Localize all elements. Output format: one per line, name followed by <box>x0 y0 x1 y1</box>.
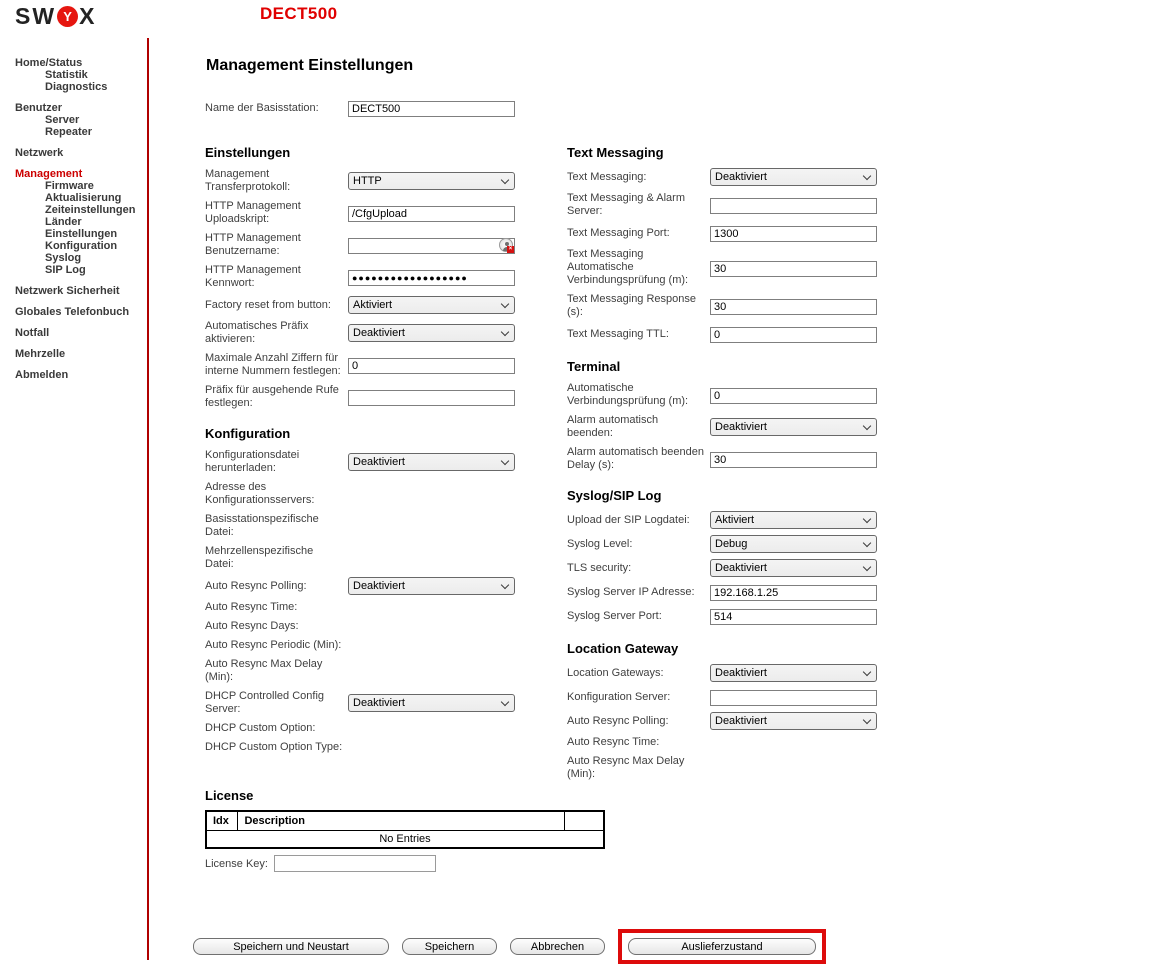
sidebar-item-abmelden[interactable]: Abmelden <box>15 369 69 381</box>
credentials-icon: × <box>499 238 513 252</box>
syslog-server-ip-input[interactable] <box>710 585 877 601</box>
http-management-uploadskript-input[interactable] <box>348 206 515 222</box>
sidebar-item-syslog[interactable]: Syslog <box>45 252 82 264</box>
factory-reset-from-button-label: Factory reset from button: <box>205 298 331 311</box>
auto-resync-polling-row <box>205 577 527 595</box>
syslog-level-row <box>567 535 889 553</box>
konfiguration-heading: Konfiguration <box>205 426 291 441</box>
location-auto-resync-time-row <box>567 736 889 749</box>
tls-security-selected-value: Deaktiviert <box>715 562 767 574</box>
license-col-description: Description <box>238 811 564 831</box>
http-management-uploadskript-label: HTTP Management Uploadskript: <box>205 200 301 225</box>
konfigurationsdatei-herunterladen-row <box>205 449 527 475</box>
text-messaging-label: Text Messaging: <box>567 170 647 183</box>
praefix-ausgehende-rufe-input[interactable] <box>348 390 515 406</box>
mehrzellenspezifische-datei-label: Mehrzellenspezifische Datei: <box>205 545 314 570</box>
dhcp-custom-option-type-label: DHCP Custom Option Type: <box>205 741 343 753</box>
auto-resync-time-row <box>205 601 527 614</box>
praefix-ausgehende-rufe-label: Präfix für ausgehende Rufe festlegen: <box>205 384 339 409</box>
text-messaging-response-label: Text Messaging Response (s): <box>567 293 697 318</box>
base-station-name-control <box>348 99 516 117</box>
http-management-kennwort-label: HTTP Management Kennwort: <box>205 264 301 289</box>
text-messaging-alarm-server-row <box>567 192 889 218</box>
location-gateway-section <box>567 641 889 781</box>
auto-resync-max-delay-row <box>205 658 527 684</box>
text-messaging-alarm-server-input[interactable] <box>710 198 877 214</box>
auto-resync-periodic-label: Auto Resync Periodic (Min): <box>205 639 342 651</box>
text-messaging-alarm-server-control <box>710 196 878 214</box>
basisstationspezifische-datei-label: Basisstationspezifische Datei: <box>205 513 319 538</box>
sidebar-item-firmware[interactable]: Firmware <box>45 180 94 192</box>
syslog-server-port-row <box>567 607 889 625</box>
praefix-ausgehende-rufe-row <box>205 384 527 410</box>
sidebar-item-lander[interactable]: Länder <box>45 216 82 228</box>
auto-resync-time-label: Auto Resync Time: <box>205 601 298 613</box>
konfiguration-section <box>205 426 527 754</box>
sidebar-item-mehrzelle[interactable]: Mehrzelle <box>15 348 66 360</box>
praefix-ausgehende-rufe-control <box>348 388 516 406</box>
http-management-benutzername-row <box>205 232 527 258</box>
base-station-name-input[interactable] <box>348 101 515 117</box>
location-konfiguration-server-input[interactable] <box>710 690 877 706</box>
license-table <box>205 810 605 849</box>
syslog-server-port-control <box>710 607 878 625</box>
syslog-level-label: Syslog Level: <box>567 537 633 550</box>
automatisches-praefix-aktivieren-label: Automatisches Präfix aktivieren: <box>205 320 309 345</box>
automatisches-praefix-aktivieren-row <box>205 320 527 346</box>
konfigurationsdatei-herunterladen-label: Konfigurationsdatei herunterladen: <box>205 449 300 474</box>
automatisches-praefix-aktivieren-selected-value: Deaktiviert <box>353 327 405 339</box>
dhcp-custom-option-label: DHCP Custom Option: <box>205 722 316 734</box>
management-transferprotokoll-select[interactable] <box>348 172 515 190</box>
text-messaging-verbindungspruefung-control <box>710 259 878 277</box>
location-auto-resync-polling-selected-value: Deaktiviert <box>715 715 767 727</box>
terminal-verbindungspruefung-input[interactable] <box>710 388 877 404</box>
chevron-down-icon <box>501 175 509 183</box>
text-messaging-ttl-label: Text Messaging TTL: <box>567 327 669 340</box>
annotation-highlight <box>618 929 826 964</box>
settings-column-right <box>567 145 889 797</box>
text-messaging-alarm-server-label: Text Messaging & Alarm Server: <box>567 192 685 217</box>
text-messaging-section <box>567 145 889 343</box>
automatisches-praefix-aktivieren-control <box>348 324 516 342</box>
management-transferprotokoll-row <box>205 168 527 194</box>
license-key-input[interactable] <box>274 855 436 872</box>
syslog-level-select[interactable] <box>710 535 877 553</box>
sidebar-item-einstellungen[interactable]: Einstellungen <box>45 228 118 240</box>
auto-resync-max-delay-label: Auto Resync Max Delay (Min): <box>205 658 323 683</box>
text-messaging-heading: Text Messaging <box>567 145 664 160</box>
dhcp-custom-option-type-row <box>205 741 527 754</box>
chevron-down-icon <box>501 299 509 307</box>
auto-resync-periodic-row <box>205 639 527 652</box>
http-management-benutzername-input[interactable] <box>348 238 515 254</box>
chevron-down-icon <box>501 580 509 588</box>
auto-resync-polling-control <box>348 577 516 595</box>
dhcp-custom-option-row <box>205 722 527 735</box>
text-messaging-verbindungspruefung-label: Text Messaging Automatische Verbindungsprüfung (m): <box>567 248 689 286</box>
management-transferprotokoll-label: Management Transferprotokoll: <box>205 168 291 193</box>
alarm-automatisch-beenden-delay-input[interactable] <box>710 452 877 468</box>
license-heading: License <box>205 788 254 803</box>
settings-column-left <box>205 145 527 770</box>
base-station-name-label: Name der Basisstation: <box>205 101 319 114</box>
tls-security-control <box>710 559 878 577</box>
license-key-row <box>205 855 615 872</box>
chevron-down-icon <box>501 697 509 705</box>
terminal-heading: Terminal <box>567 359 621 374</box>
maximale-anzahl-ziffern-control <box>348 356 516 374</box>
tls-security-select[interactable] <box>710 559 877 577</box>
sidebar-item-globales-telefonbuch[interactable]: Globales Telefonbuch <box>15 306 130 318</box>
chevron-down-icon <box>863 171 871 179</box>
button-save[interactable]: Speichern <box>402 938 497 955</box>
license-col-idx: Idx <box>206 811 238 831</box>
text-messaging-port-input[interactable] <box>710 226 877 242</box>
button-save-restart[interactable]: Speichern und Neustart <box>193 938 389 955</box>
auto-resync-polling-label: Auto Resync Polling: <box>205 579 307 592</box>
factory-reset-from-button-control <box>348 296 516 314</box>
sidebar-item-netzwerk[interactable]: Netzwerk <box>15 147 64 159</box>
license-col-empty <box>564 811 604 831</box>
device-title: DECT500 <box>260 4 338 23</box>
license-key-label: License Key: <box>205 857 268 870</box>
buttons-row <box>193 929 826 964</box>
dhcp-controlled-config-server-label: DHCP Controlled Config Server: <box>205 690 325 715</box>
location-auto-resync-polling-row <box>567 712 889 730</box>
sidebar-item-konfiguration[interactable]: Konfiguration <box>45 240 118 252</box>
license-section <box>205 788 615 872</box>
page-title: Management Einstellungen <box>206 57 414 74</box>
text-messaging-control <box>710 168 878 186</box>
sidebar-divider <box>147 38 149 960</box>
syslog-sip-log-section <box>567 488 889 625</box>
location-gateways-row <box>567 664 889 682</box>
location-auto-resync-max-delay-label: Auto Resync Max Delay (Min): <box>567 755 685 780</box>
alarm-automatisch-beenden-selected-value: Deaktiviert <box>715 421 767 433</box>
sidebar-item-zeiteinstellungen[interactable]: Zeiteinstellungen <box>45 204 136 216</box>
text-messaging-port-label: Text Messaging Port: <box>567 226 670 239</box>
text-messaging-response-control <box>710 297 878 315</box>
tls-security-row <box>567 559 889 577</box>
sidebar-item-diagnostics[interactable]: Diagnostics <box>45 81 108 93</box>
auto-resync-polling-select[interactable] <box>348 577 515 595</box>
konfigurationsdatei-herunterladen-selected-value: Deaktiviert <box>353 456 405 468</box>
http-management-benutzername-label: HTTP Management Benutzername: <box>205 232 301 257</box>
management-transferprotokoll-control <box>348 172 516 190</box>
einstellungen-heading: Einstellungen <box>205 145 291 160</box>
logo-letters-right: X <box>79 3 97 29</box>
sidebar-item-home-status[interactable]: Home/Status <box>15 57 83 69</box>
location-auto-resync-polling-label: Auto Resync Polling: <box>567 714 669 727</box>
alarm-automatisch-beenden-delay-row <box>567 446 889 472</box>
sidebar-item-aktualisierung[interactable]: Aktualisierung <box>45 192 122 204</box>
http-management-kennwort-control <box>348 268 516 286</box>
tls-security-label: TLS security: <box>567 561 632 574</box>
alarm-automatisch-beenden-row <box>567 414 889 440</box>
dhcp-controlled-config-server-selected-value: Deaktiviert <box>353 697 405 709</box>
dhcp-controlled-config-server-select[interactable] <box>348 694 515 712</box>
sidebar-item-netzwerk-sicherheit[interactable]: Netzwerk Sicherheit <box>15 285 120 297</box>
auto-resync-polling-selected-value: Deaktiviert <box>353 580 405 592</box>
auto-resync-days-label: Auto Resync Days: <box>205 620 299 632</box>
factory-reset-from-button-select[interactable] <box>348 296 515 314</box>
upload-sip-logdatei-select[interactable] <box>710 511 877 529</box>
sidebar-nav <box>0 57 147 381</box>
location-gateways-select[interactable] <box>710 664 877 682</box>
http-management-kennwort-row <box>205 264 527 290</box>
syslog-server-port-input[interactable] <box>710 609 877 625</box>
dhcp-controlled-config-server-control <box>348 694 516 712</box>
alarm-automatisch-beenden-label: Alarm automatisch beenden: <box>567 414 659 439</box>
location-gateways-label: Location Gateways: <box>567 666 664 679</box>
alarm-automatisch-beenden-delay-control <box>710 450 878 468</box>
text-messaging-select[interactable] <box>710 168 877 186</box>
syslog-level-selected-value: Debug <box>715 538 748 550</box>
http-management-uploadskript-row <box>205 200 527 226</box>
maximale-anzahl-ziffern-label: Maximale Anzahl Ziffern für interne Nummern festlegen: <box>205 352 341 377</box>
mehrzellenspezifische-datei-row <box>205 545 527 571</box>
text-messaging-ttl-input[interactable] <box>710 327 877 343</box>
logo-circle-icon: Y <box>57 6 78 27</box>
syslog-level-control <box>710 535 878 553</box>
upload-sip-logdatei-selected-value: Aktiviert <box>715 514 755 526</box>
sidebar-item-notfall[interactable]: Notfall <box>15 327 50 339</box>
http-management-uploadskript-control <box>348 204 516 222</box>
basisstationspezifische-datei-row <box>205 513 527 539</box>
location-auto-resync-polling-control <box>710 712 878 730</box>
base-station-name-row <box>205 99 525 117</box>
chevron-down-icon <box>863 514 871 522</box>
location-konfiguration-server-control <box>710 688 878 706</box>
factory-reset-from-button-row <box>205 296 527 314</box>
chevron-down-icon <box>501 327 509 335</box>
chevron-down-icon <box>863 562 871 570</box>
factory-reset-from-button-selected-value: Aktiviert <box>353 299 393 311</box>
sidebar-item-sip-log[interactable]: SIP Log <box>45 264 86 276</box>
syslog-server-ip-control <box>710 583 878 601</box>
alarm-automatisch-beenden-delay-label: Alarm automatisch beenden Delay (s): <box>567 446 704 471</box>
http-management-benutzername-control <box>348 236 516 254</box>
chevron-down-icon <box>863 667 871 675</box>
text-messaging-verbindungspruefung-row <box>567 248 889 287</box>
chevron-down-icon <box>863 538 871 546</box>
maximale-anzahl-ziffern-row <box>205 352 527 378</box>
konfigurationsdatei-herunterladen-control <box>348 453 516 471</box>
sidebar-item-management[interactable]: Management <box>15 168 83 180</box>
maximale-anzahl-ziffern-input[interactable] <box>348 358 515 374</box>
location-konfiguration-server-label: Konfiguration Server: <box>567 690 671 703</box>
sidebar-item-statistik[interactable]: Statistik <box>45 69 88 81</box>
logo-letters-left: SW <box>15 3 57 29</box>
management-transferprotokoll-selected-value: HTTP <box>353 175 382 187</box>
location-konfiguration-server-row <box>567 688 889 706</box>
license-empty-row: No Entries <box>206 831 604 849</box>
text-messaging-port-control <box>710 224 878 242</box>
syslog-server-ip-label: Syslog Server IP Adresse: <box>567 585 695 598</box>
location-auto-resync-polling-select[interactable] <box>710 712 877 730</box>
upload-sip-logdatei-label: Upload der SIP Logdatei: <box>567 513 690 526</box>
text-messaging-ttl-control <box>710 325 878 343</box>
text-messaging-row <box>567 168 889 186</box>
auto-resync-days-row <box>205 620 527 633</box>
chevron-down-icon <box>863 421 871 429</box>
terminal-section <box>567 359 889 472</box>
brand-logo <box>15 5 96 27</box>
syslog-server-port-label: Syslog Server Port: <box>567 609 662 622</box>
button-factory-reset[interactable]: Auslieferzustand <box>628 938 816 955</box>
syslog-sip-log-heading: Syslog/SIP Log <box>567 488 662 503</box>
text-messaging-ttl-row <box>567 325 889 343</box>
button-cancel[interactable]: Abbrechen <box>510 938 605 955</box>
text-messaging-port-row <box>567 224 889 242</box>
chevron-down-icon <box>863 715 871 723</box>
text-messaging-selected-value: Deaktiviert <box>715 171 767 183</box>
location-auto-resync-max-delay-row <box>567 755 889 781</box>
dhcp-controlled-config-server-row <box>205 690 527 716</box>
http-management-kennwort-input[interactable] <box>348 270 515 286</box>
upload-sip-logdatei-row <box>567 511 889 529</box>
location-gateways-selected-value: Deaktiviert <box>715 667 767 679</box>
alarm-automatisch-beenden-control <box>710 418 878 436</box>
chevron-down-icon <box>501 456 509 464</box>
sidebar-item-repeater[interactable]: Repeater <box>45 126 93 138</box>
adresse-konfigurationsserver-label: Adresse des Konfigurationsservers: <box>205 481 315 506</box>
location-gateways-control <box>710 664 878 682</box>
text-messaging-verbindungspruefung-input[interactable] <box>710 261 877 277</box>
text-messaging-response-row <box>567 293 889 319</box>
upload-sip-logdatei-control <box>710 511 878 529</box>
text-messaging-response-input[interactable] <box>710 299 877 315</box>
base-station-name-row <box>205 99 525 123</box>
location-gateway-heading: Location Gateway <box>567 641 679 656</box>
alarm-automatisch-beenden-select[interactable] <box>710 418 877 436</box>
automatisches-praefix-aktivieren-select[interactable] <box>348 324 515 342</box>
sidebar-item-server[interactable]: Server <box>45 114 80 126</box>
terminal-verbindungspruefung-label: Automatische Verbindungsprüfung (m): <box>567 382 689 407</box>
terminal-verbindungspruefung-control <box>710 386 878 404</box>
konfigurationsdatei-herunterladen-select[interactable] <box>348 453 515 471</box>
adresse-konfigurationsserver-row <box>205 481 527 507</box>
einstellungen-section <box>205 145 527 410</box>
location-auto-resync-time-label: Auto Resync Time: <box>567 736 660 748</box>
syslog-server-ip-row <box>567 583 889 601</box>
sidebar-item-benutzer[interactable]: Benutzer <box>15 102 63 114</box>
terminal-verbindungspruefung-row <box>567 382 889 408</box>
